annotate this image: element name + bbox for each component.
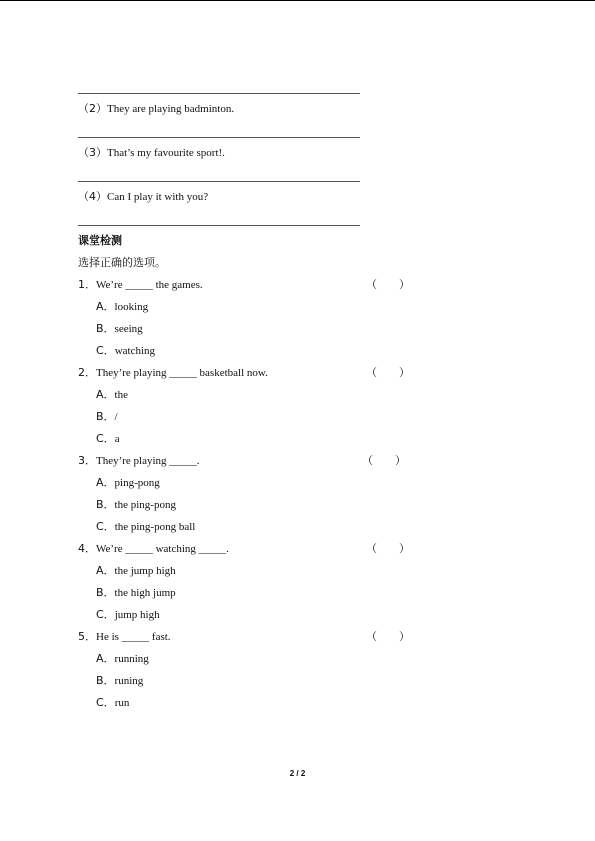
answer-line: [78, 137, 360, 138]
answer-blank: （ ）: [366, 630, 410, 643]
answer-blank: （ ）: [362, 454, 406, 467]
item-number: （4）: [78, 190, 107, 203]
option-label: C．: [96, 344, 115, 357]
question-text: They’re playing _____.: [96, 455, 200, 467]
question-5: [78, 630, 171, 644]
option-b: [96, 498, 176, 512]
question-text: He is _____ fast.: [96, 631, 171, 643]
option-text: /: [114, 411, 118, 423]
answer-line: [78, 225, 360, 226]
answer-blank: （ ）: [366, 542, 410, 555]
option-a: [96, 476, 160, 490]
question-number: 2．: [78, 366, 96, 379]
answer-blank: （ ）: [366, 366, 410, 379]
question-2: [78, 366, 268, 380]
option-a: [96, 388, 128, 402]
option-text: ping-pong: [114, 477, 160, 489]
option-label: C．: [96, 432, 115, 445]
item-text: They are playing badminton.: [107, 103, 235, 115]
item-text: That’s my favourite sport!.: [107, 147, 225, 159]
option-text: looking: [114, 301, 149, 313]
question-4: [78, 542, 229, 556]
question-text: We’re _____ watching _____.: [96, 543, 229, 555]
option-text: the: [114, 389, 128, 401]
option-text: the ping-pong ball: [114, 521, 196, 533]
option-label: C．: [96, 520, 115, 533]
option-text: run: [114, 697, 130, 709]
option-c: [96, 520, 195, 534]
option-text: the jump high: [114, 565, 176, 577]
option-a: [96, 300, 148, 314]
option-text: watching: [114, 345, 156, 357]
translation-item-2: [78, 102, 234, 116]
page-number: 2 / 2: [289, 769, 306, 778]
option-text: the ping-pong: [114, 499, 176, 511]
item-number: （2）: [78, 102, 107, 115]
option-label: C．: [96, 608, 115, 621]
option-b: [96, 674, 143, 688]
question-number: 5．: [78, 630, 96, 643]
section-instruction: 选择正确的选项。: [78, 256, 166, 269]
answer-line: [78, 93, 360, 94]
option-text: the high jump: [114, 587, 176, 599]
option-label: B．: [96, 322, 115, 335]
answer-line: [78, 181, 360, 182]
section-title: 课堂检测: [78, 234, 122, 247]
option-b: [96, 410, 118, 424]
option-a: [96, 652, 149, 666]
question-number: 3．: [78, 454, 96, 467]
translation-item-4: [78, 190, 208, 204]
question-number: 1．: [78, 278, 96, 291]
question-text: They’re playing _____ basketball now.: [96, 367, 268, 379]
question-text: We’re _____ the games.: [96, 279, 203, 291]
option-text: seeing: [114, 323, 143, 335]
option-b: [96, 322, 143, 336]
item-number: （3）: [78, 146, 107, 159]
option-text: jump high: [114, 609, 160, 621]
option-label: A．: [96, 476, 115, 489]
question-3: [78, 454, 200, 468]
option-label: A．: [96, 388, 115, 401]
option-label: B．: [96, 498, 115, 511]
option-c: [96, 608, 160, 622]
option-text: a: [114, 433, 120, 445]
option-text: runing: [114, 675, 144, 687]
option-c: [96, 432, 120, 446]
option-text: running: [114, 653, 149, 665]
option-label: A．: [96, 564, 115, 577]
question-number: 4．: [78, 542, 96, 555]
option-label: B．: [96, 410, 115, 423]
page-top-border: [0, 0, 595, 1]
item-text: Can I play it with you?: [107, 191, 209, 203]
option-c: [96, 696, 129, 710]
option-c: [96, 344, 155, 358]
option-label: B．: [96, 586, 115, 599]
option-b: [96, 586, 176, 600]
option-label: A．: [96, 300, 115, 313]
option-label: B．: [96, 674, 115, 687]
option-a: [96, 564, 176, 578]
question-1: [78, 278, 203, 292]
answer-blank: （ ）: [366, 278, 410, 291]
translation-item-3: [78, 146, 225, 160]
option-label: C．: [96, 696, 115, 709]
option-label: A．: [96, 652, 115, 665]
